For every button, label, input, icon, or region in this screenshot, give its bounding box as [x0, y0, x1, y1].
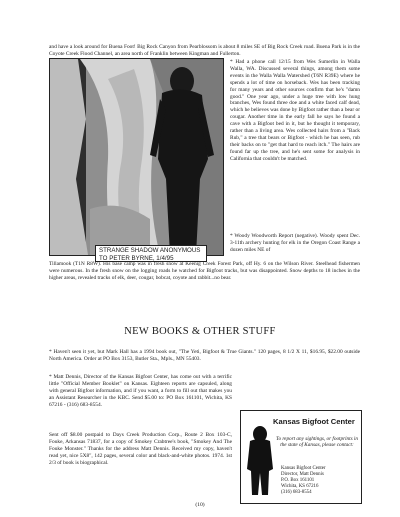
- ad-contact-line: (316) 683-8554: [281, 490, 312, 496]
- ad-contact-block: [281, 466, 359, 496]
- kansas-bigfoot-ad: [240, 410, 362, 504]
- ad-report-text: To report any sightings, or footprints in the state of Kansas, please contact:: [276, 436, 358, 449]
- page-number: (10): [195, 502, 205, 508]
- ad-title: Kansas Bigfoot Center: [273, 417, 355, 426]
- ad-contact-line: Kansas Bigfoot Center: [281, 466, 326, 471]
- photo-caption: [95, 245, 207, 262]
- book-paragraph: * Haven't seen it yet, but Mark Hall has a 1994 book out, "The Yeti, Bigfoot & True Giants." 120 pages, 8 1/2 X 11, $16.95, $22.00 outside North America. Order at PO Box 3153, Butler Sta., Mpls., MN 55403.: [49, 349, 360, 362]
- photo-caption-line1: STRANGE SHADOW ANONYMOUS: [99, 247, 201, 254]
- shadow-photo: [49, 58, 224, 256]
- section-heading: NEW BOOKS & OTHER STUFF: [124, 326, 276, 337]
- ad-contact-line: Director, Matt Dennis: [281, 472, 324, 478]
- ad-contact-line: P.O. Box 161101: [281, 478, 315, 484]
- report-woodworth-continued: Tillamook (T1N R8W). His base camp was in fresh snow at Keenig Creek Forest Park, off Hy. 6 on the Wilson River. Steelhead fishermen were numerous. In the fresh snow on the logging roads he watched for Bigfoot tracks, but was disappointed. Snow depths to 18 inches in the higher areas, revealed tracks of elk, deer, cougar, bobcat, coyote and rabbit...no bear.: [49, 261, 360, 281]
- report-woodworth-intro: * Woody Woodworth Report (negative). Woody spent Dec. 3-11th archery hunting for elk in the Oregon Coast Range a dozen miles NE of: [230, 233, 360, 253]
- ad-contact-line: Wichita, KS 67216: [281, 484, 319, 490]
- intro-paragraph: and have a look around for Buena Foot! Big Rock Canyon from Pearblossom is about 8 miles SE of Big Rock Creek road. Buena Park is in the Coyote Creek Flood Channel, an area north of Franklin between Kingman and Fullerton.: [49, 44, 360, 57]
- photo-caption-line2: TO PETER BYRNE, 1/4/95: [99, 254, 174, 262]
- report-sumerlin: * Had a phone call 12/15 from Wes Sumerlin in Walla Walla, WA. Discussed several things, among them some events in the Walla Walla Watershed (T6N R39E) where he spends a lot of time on horseback. Wes has been tracking for many years and other sources confirm that he's "damn good." One year ago, under a huge tree with low hung branches, Wes found three doe and a white faced calf dead, which he believes was done by Bigfoot rather than a bear or cougar. Another time in the early fall he says he found a cave with a Bigfoot bed in it, but he thought it temporary, rather than a living area. Wes collected hairs from a "Back Rub," a tree that bears or Bigfoot - which he has seen, rub their backs on to "get that hard to reach itch." The hairs are found far up the tree, and he's sent some for analysis in California that couldn't be matched.: [230, 59, 360, 162]
- dennis-paragraph: * Matt Dennis, Director of the Kansas Bigfoot Center, has come out with a terrific little "Official Member Booklet" on Kansas. Eighteen reports are capsuled, along with general Bigfoot information, and if you want, a form to fill out that makes you an Assistant Researcher in the KBC. Send $5.00 to: PO Box 161101, Wichita, KS 67216 - (316) 683-8554.: [49, 374, 232, 408]
- fouke-paragraph: Sent off $8.00 postpaid to Days Creek Production Corp., Route 2 Box 103-C, Fouke, Arkansas 71837, for a copy of Smokey Crabtree's book, "Smokey And The Fouke Monster." Thanks for the address Matt Dennis. Received my copy, haven't read yet, nice 5X8", 142 pages, several color and black-and-white photos. 1974. 1st 2/3 of book is biographical.: [49, 432, 232, 466]
- bigfoot-figure-icon: [245, 425, 275, 499]
